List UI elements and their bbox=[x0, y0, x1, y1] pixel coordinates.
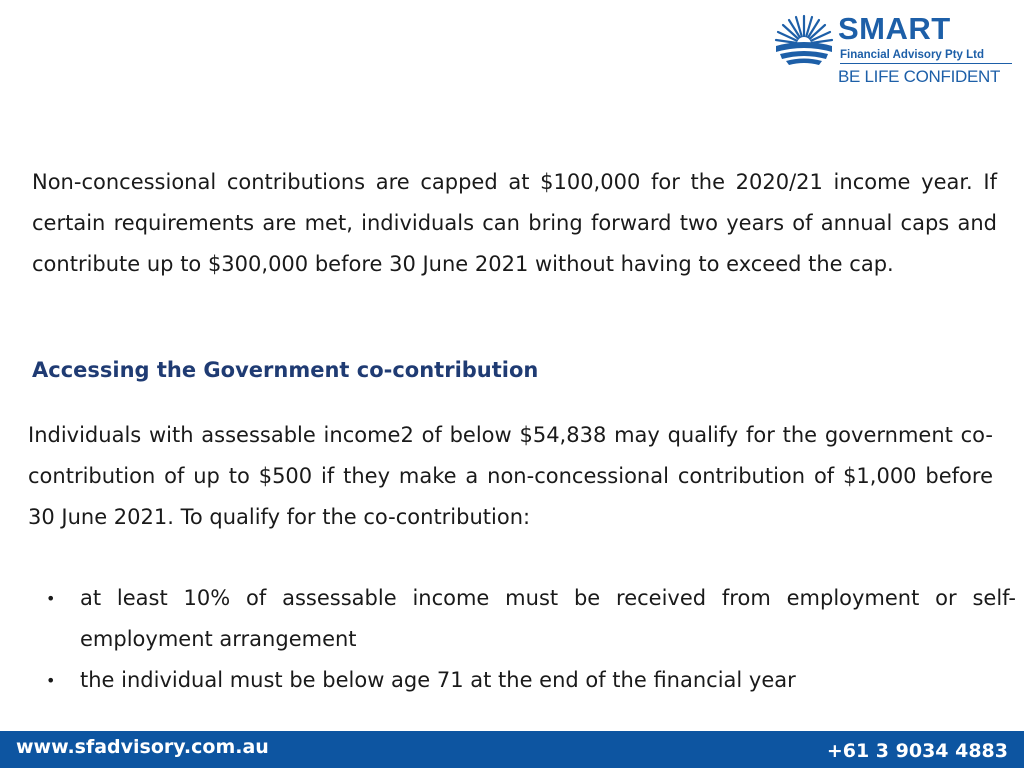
list-item-text: at least 10% of assessable income must be received from employment or self-employment arrangement bbox=[80, 586, 1016, 651]
logo-brand: SMART bbox=[838, 11, 951, 46]
footer-bar bbox=[0, 731, 1024, 768]
logo-subtitle: Financial Advisory Pty Ltd bbox=[840, 49, 984, 61]
list-item-text: the individual must be below age 71 at the end of the financial year bbox=[80, 668, 796, 692]
paragraph-co-contribution: Individuals with assessable income2 of below $54,838 may qualify for the government co-contribution of up to $500 if they make a non-concessional contribution of $1,000 before 30 June 2021. To qualify for the co-contribution: bbox=[28, 423, 993, 529]
bullet-icon: • bbox=[46, 671, 56, 690]
paragraph-contribution-caps: Non-concessional contributions are capped at $100,000 for the 2020/21 income year. If certain requirements are met, individuals can bring forward two years of annual caps and contribute up to $300,000 before 30 June 2021 without having to exceed the cap. bbox=[32, 170, 997, 276]
list-item bbox=[40, 578, 1016, 660]
phone-number[interactable]: +61 3 9034 4883 bbox=[826, 740, 1008, 762]
bullet-icon: • bbox=[46, 589, 56, 608]
list-item bbox=[40, 660, 1016, 701]
company-logo bbox=[774, 10, 1016, 90]
requirements-list bbox=[40, 578, 1016, 701]
website-link[interactable]: www.sfadvisory.com.au bbox=[16, 736, 269, 758]
logo-divider bbox=[840, 63, 1012, 64]
section-heading: Accessing the Government co-contribution bbox=[32, 358, 539, 382]
logo-tagline: BE LIFE CONFIDENT bbox=[838, 67, 1001, 86]
sunburst-wave-icon bbox=[774, 12, 834, 72]
